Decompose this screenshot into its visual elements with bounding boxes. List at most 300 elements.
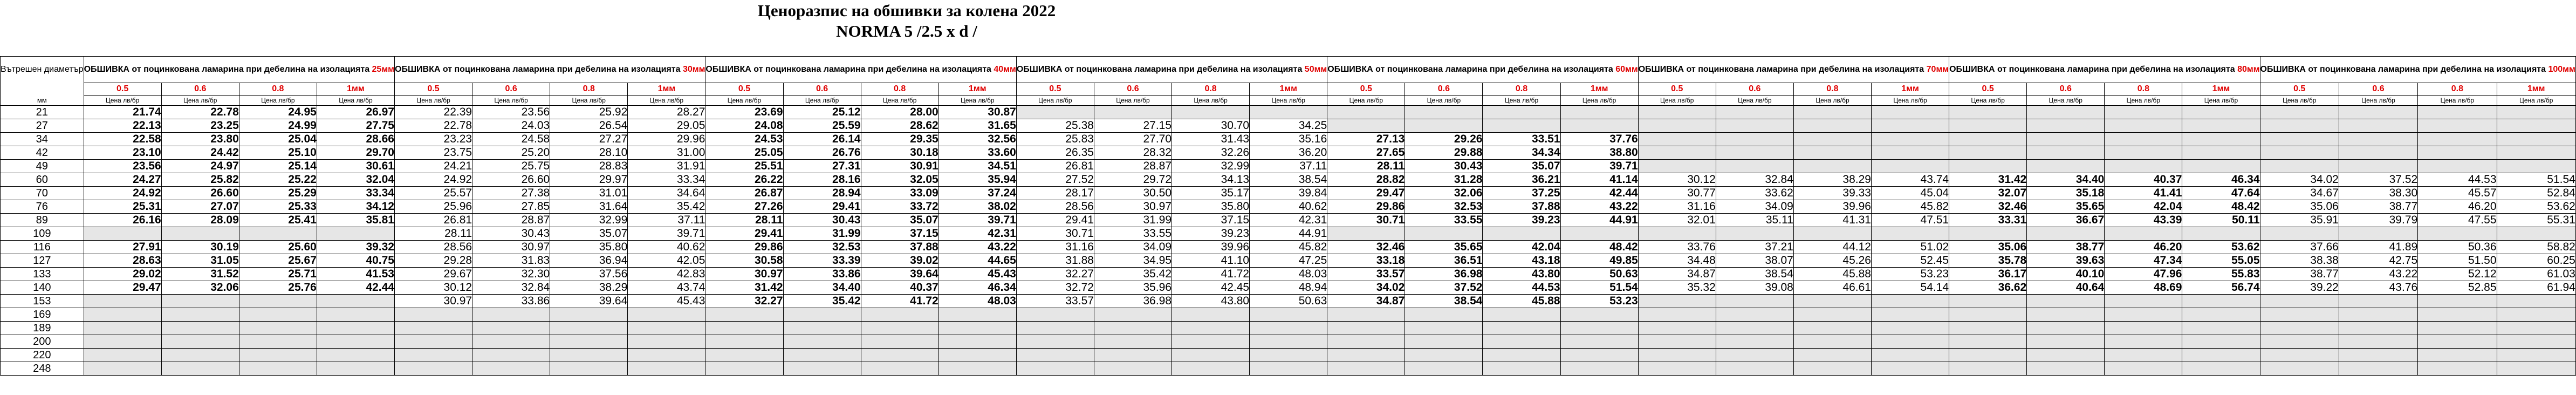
empty-cell [1638, 349, 1716, 362]
group-title: ОБШИВКА от поцинкована ламарина при дебелина на изолацията [1949, 65, 2238, 74]
price-cell: 33.34 [628, 173, 705, 187]
empty-cell [1871, 133, 1949, 146]
empty-cell [472, 308, 550, 322]
price-cell: 47.51 [1871, 214, 1949, 227]
empty-cell [2497, 362, 2575, 376]
price-cell: 28.66 [317, 133, 394, 146]
price-cell: 29.67 [395, 268, 472, 281]
empty-cell [1949, 308, 2027, 322]
price-cell: 32.06 [161, 281, 239, 295]
price-cell: 25.04 [239, 133, 317, 146]
price-unit-label: Цена лв/бр [1327, 96, 1405, 106]
sheet-thickness-label: 0.8 [1483, 83, 1560, 96]
price-cell: 38.54 [1250, 173, 1327, 187]
table-row [1, 268, 2576, 281]
price-cell: 38.77 [2260, 268, 2339, 281]
empty-cell [1793, 295, 1871, 308]
empty-cell [2182, 133, 2260, 146]
group-title: ОБШИВКА от поцинкована ламарина при дебелина на изолацията [1327, 65, 1616, 74]
price-cell: 43.80 [1172, 295, 1250, 308]
empty-cell [2418, 308, 2497, 322]
empty-cell [2418, 322, 2497, 335]
sheet-thickness-label: 0.8 [239, 83, 317, 96]
sheet-thickness-label: 0.6 [1094, 83, 1171, 96]
empty-cell [550, 335, 628, 349]
sheet-thickness-label: 1мм [2182, 83, 2260, 96]
empty-cell [1172, 362, 1250, 376]
price-cell: 31.91 [628, 160, 705, 173]
empty-cell [1638, 146, 1716, 160]
price-unit-label: Цена лв/бр [1172, 96, 1250, 106]
empty-cell [1871, 335, 1949, 349]
group-title: ОБШИВКА от поцинкована ламарина при дебелина на изолацията [395, 65, 683, 74]
price-cell: 53.23 [1871, 268, 1949, 281]
empty-cell [1949, 146, 2027, 160]
table-row [1, 119, 2576, 133]
price-cell: 26.16 [84, 214, 161, 227]
empty-cell [239, 227, 317, 241]
price-cell: 35.80 [1172, 200, 1250, 214]
price-cell: 38.02 [938, 200, 1016, 214]
price-cell: 25.82 [161, 173, 239, 187]
insulation-thickness: 60мм [1615, 65, 1638, 74]
price-cell: 39.84 [1250, 187, 1327, 200]
empty-cell [1871, 119, 1949, 133]
empty-cell [705, 335, 783, 349]
empty-cell [2027, 308, 2105, 322]
empty-cell [1483, 322, 1560, 335]
inner-diameter: 189 [1, 322, 84, 335]
price-cell: 27.38 [472, 187, 550, 200]
empty-cell [1949, 335, 2027, 349]
empty-cell [2105, 119, 2182, 133]
price-unit-label: Цена лв/бр [1871, 96, 1949, 106]
empty-cell [1250, 308, 1327, 322]
price-cell: 30.19 [161, 241, 239, 254]
price-cell: 25.31 [84, 200, 161, 214]
price-cell: 50.11 [2182, 214, 2260, 227]
empty-cell [239, 322, 317, 335]
price-cell: 43.76 [2339, 281, 2417, 295]
price-cell: 25.76 [239, 281, 317, 295]
price-cell: 35.42 [783, 295, 861, 308]
price-cell: 43.22 [938, 241, 1016, 254]
price-cell: 30.97 [705, 268, 783, 281]
sheet-thickness-label: 0.8 [550, 83, 628, 96]
price-unit-label: Цена лв/бр [2260, 96, 2339, 106]
empty-cell [1871, 322, 1949, 335]
empty-cell [2497, 106, 2575, 119]
sheet-thickness-label: 0.6 [783, 83, 861, 96]
price-cell: 29.96 [628, 133, 705, 146]
price-cell: 30.43 [472, 227, 550, 241]
empty-cell [861, 322, 938, 335]
price-cell: 39.64 [550, 295, 628, 308]
price-cell: 35.78 [1949, 254, 2027, 268]
price-cell: 30.12 [1638, 173, 1716, 187]
empty-cell [1793, 349, 1871, 362]
price-cell: 29.41 [705, 227, 783, 241]
price-cell: 33.51 [1483, 133, 1560, 146]
group-header-70мм [1638, 57, 1949, 83]
price-cell: 30.12 [395, 281, 472, 295]
empty-cell [1327, 335, 1405, 349]
price-cell: 35.42 [628, 200, 705, 214]
table-row [1, 173, 2576, 187]
price-cell: 32.99 [1172, 160, 1250, 173]
price-cell: 26.87 [705, 187, 783, 200]
price-cell: 29.28 [395, 254, 472, 268]
table-row [1, 335, 2576, 349]
group-header-30мм [395, 57, 705, 83]
price-cell: 33.34 [317, 187, 394, 200]
price-cell: 38.07 [1716, 254, 1793, 268]
price-unit-label: Цена лв/бр [861, 96, 938, 106]
price-cell: 32.46 [1327, 241, 1405, 254]
sheet-thickness-label: 0.5 [1016, 83, 1094, 96]
price-unit-label: Цена лв/бр [84, 96, 161, 106]
table-row [1, 200, 2576, 214]
price-cell: 37.52 [1405, 281, 1483, 295]
price-cell: 29.86 [705, 241, 783, 254]
sheet-thickness-label: 0.5 [705, 83, 783, 96]
table-row [1, 214, 2576, 227]
price-cell: 35.32 [1638, 281, 1716, 295]
empty-cell [2182, 362, 2260, 376]
empty-cell [1949, 295, 2027, 308]
empty-cell [1405, 308, 1483, 322]
empty-cell [2105, 322, 2182, 335]
price-cell: 27.13 [1327, 133, 1405, 146]
price-cell: 24.92 [395, 173, 472, 187]
price-cell: 41.41 [2105, 187, 2182, 200]
empty-cell [1638, 335, 1716, 349]
empty-cell [1405, 335, 1483, 349]
price-cell: 43.80 [1483, 268, 1560, 281]
empty-cell [1716, 106, 1793, 119]
price-cell: 37.76 [1560, 133, 1638, 146]
group-title: ОБШИВКА от поцинкована ламарина при дебелина на изолацията [1016, 65, 1305, 74]
price-cell: 34.67 [2260, 187, 2339, 200]
empty-cell [317, 322, 394, 335]
price-cell: 43.22 [1560, 200, 1638, 214]
price-cell: 30.71 [1327, 214, 1405, 227]
empty-cell [628, 322, 705, 335]
empty-cell [2418, 227, 2497, 241]
price-cell: 42.05 [628, 254, 705, 268]
price-cell: 55.05 [2182, 254, 2260, 268]
empty-cell [2260, 335, 2339, 349]
price-cell: 25.38 [1016, 119, 1094, 133]
empty-cell [550, 308, 628, 322]
price-cell: 23.69 [705, 106, 783, 119]
price-cell: 39.71 [628, 227, 705, 241]
price-cell: 25.14 [239, 160, 317, 173]
sheet-thickness-label: 0.6 [161, 83, 239, 96]
price-cell: 35.91 [2260, 214, 2339, 227]
price-cell: 30.97 [472, 241, 550, 254]
sheet-thickness-label: 1мм [1560, 83, 1638, 96]
empty-cell [2260, 227, 2339, 241]
empty-cell [1716, 308, 1793, 322]
empty-cell [84, 308, 161, 322]
empty-cell [1638, 295, 1716, 308]
empty-cell [2260, 349, 2339, 362]
empty-cell [1560, 106, 1638, 119]
empty-cell [628, 362, 705, 376]
empty-cell [1793, 106, 1871, 119]
empty-cell [2105, 227, 2182, 241]
price-cell: 42.31 [1250, 214, 1327, 227]
price-cell: 33.55 [1094, 227, 1171, 241]
price-cell: 61.03 [2497, 268, 2575, 281]
price-cell: 30.87 [938, 106, 1016, 119]
price-cell: 35.07 [550, 227, 628, 241]
empty-cell [2339, 106, 2417, 119]
price-cell: 44.91 [1560, 214, 1638, 227]
price-cell: 41.10 [1172, 254, 1250, 268]
price-cell: 24.27 [84, 173, 161, 187]
empty-cell [1327, 322, 1405, 335]
price-cell: 42.83 [628, 268, 705, 281]
price-cell: 46.34 [938, 281, 1016, 295]
price-unit-label: Цена лв/бр [783, 96, 861, 106]
price-cell: 32.46 [1949, 200, 2027, 214]
empty-cell [1793, 133, 1871, 146]
empty-cell [2418, 146, 2497, 160]
sheet-thickness-label: 0.5 [1638, 83, 1716, 96]
empty-cell [2260, 308, 2339, 322]
price-cell: 25.92 [550, 106, 628, 119]
empty-cell [705, 322, 783, 335]
price-unit-label: Цена лв/бр [395, 96, 472, 106]
price-cell: 37.24 [938, 187, 1016, 200]
price-cell: 55.31 [2497, 214, 2575, 227]
empty-cell [2182, 160, 2260, 173]
price-cell: 34.02 [2260, 173, 2339, 187]
empty-cell [1327, 349, 1405, 362]
insulation-thickness: 50мм [1304, 65, 1327, 74]
sheet-thickness-label: 0.5 [395, 83, 472, 96]
empty-cell [1716, 295, 1793, 308]
empty-cell [1638, 308, 1716, 322]
price-cell: 40.62 [1250, 200, 1327, 214]
price-cell: 31.99 [783, 227, 861, 241]
diameter-header-cont [1, 83, 84, 96]
price-cell: 45.43 [938, 268, 1016, 281]
price-cell: 24.95 [239, 106, 317, 119]
empty-cell [2105, 160, 2182, 173]
empty-cell [1016, 349, 1094, 362]
empty-cell [84, 295, 161, 308]
price-cell: 44.65 [938, 254, 1016, 268]
inner-diameter: 140 [1, 281, 84, 295]
price-cell: 47.25 [1250, 254, 1327, 268]
price-cell: 31.52 [161, 268, 239, 281]
price-cell: 32.26 [1172, 146, 1250, 160]
price-unit-label: Цена лв/бр [1483, 96, 1560, 106]
price-cell: 35.06 [1949, 241, 2027, 254]
price-cell: 47.55 [2418, 214, 2497, 227]
price-cell: 50.63 [1560, 268, 1638, 281]
empty-cell [2182, 227, 2260, 241]
sheet-thickness-label: 1мм [1871, 83, 1949, 96]
price-cell: 44.91 [1250, 227, 1327, 241]
sheet-thickness-label: 0.8 [861, 83, 938, 96]
empty-cell [1716, 133, 1793, 146]
price-cell: 32.07 [1949, 187, 2027, 200]
price-cell: 31.83 [472, 254, 550, 268]
group-header-100мм [2260, 57, 2575, 83]
sheet-thickness-label: 1мм [2497, 83, 2575, 96]
insulation-thickness: 30мм [682, 65, 705, 74]
empty-cell [2182, 295, 2260, 308]
empty-cell [1094, 106, 1171, 119]
price-cell: 36.62 [1949, 281, 2027, 295]
empty-cell [2418, 295, 2497, 308]
price-cell: 43.18 [1483, 254, 1560, 268]
inner-diameter: 248 [1, 362, 84, 376]
insulation-thickness: 70мм [1926, 65, 1949, 74]
inner-diameter: 60 [1, 173, 84, 187]
price-cell: 39.33 [1793, 187, 1871, 200]
empty-cell [1871, 106, 1949, 119]
price-unit-label: Цена лв/бр [1949, 96, 2027, 106]
price-unit-label: Цена лв/бр [2105, 96, 2182, 106]
price-cell: 46.61 [1793, 281, 1871, 295]
inner-diameter: 27 [1, 119, 84, 133]
price-cell: 33.76 [1638, 241, 1716, 254]
empty-cell [2497, 133, 2575, 146]
empty-cell [628, 335, 705, 349]
price-cell: 38.54 [1716, 268, 1793, 281]
empty-cell [161, 308, 239, 322]
price-cell: 40.10 [2027, 268, 2105, 281]
empty-cell [1793, 119, 1871, 133]
price-cell: 32.04 [317, 173, 394, 187]
price-cell: 39.63 [2027, 254, 2105, 268]
price-cell: 33.62 [1716, 187, 1793, 200]
empty-cell [938, 335, 1016, 349]
price-cell: 35.81 [317, 214, 394, 227]
price-cell: 23.56 [472, 106, 550, 119]
empty-cell [239, 295, 317, 308]
price-cell: 38.29 [550, 281, 628, 295]
empty-cell [1560, 322, 1638, 335]
price-cell: 26.97 [317, 106, 394, 119]
price-cell: 31.88 [1016, 254, 1094, 268]
price-cell: 27.85 [472, 200, 550, 214]
empty-cell [783, 362, 861, 376]
price-cell: 23.80 [161, 133, 239, 146]
sheet-thickness-label: 0.8 [2105, 83, 2182, 96]
price-cell: 39.08 [1716, 281, 1793, 295]
empty-cell [2027, 335, 2105, 349]
empty-cell [2497, 349, 2575, 362]
empty-cell [550, 349, 628, 362]
price-cell: 37.52 [2339, 173, 2417, 187]
sheet-thickness-label: 0.8 [2418, 83, 2497, 96]
price-unit-label: Цена лв/бр [317, 96, 394, 106]
empty-cell [2260, 146, 2339, 160]
price-cell: 36.21 [1483, 173, 1560, 187]
price-cell: 32.05 [861, 173, 938, 187]
empty-cell [239, 308, 317, 322]
empty-cell [2182, 146, 2260, 160]
price-cell: 35.65 [1405, 241, 1483, 254]
price-cell: 47.34 [2105, 254, 2182, 268]
price-cell: 52.12 [2418, 268, 2497, 281]
table-row [1, 106, 2576, 119]
price-unit-label: Цена лв/бр [938, 96, 1016, 106]
price-cell: 33.18 [1327, 254, 1405, 268]
price-cell: 23.75 [395, 146, 472, 160]
price-cell: 42.44 [317, 281, 394, 295]
price-cell: 46.20 [2418, 200, 2497, 214]
price-cell: 28.11 [395, 227, 472, 241]
empty-cell [1949, 227, 2027, 241]
empty-cell [938, 308, 1016, 322]
empty-cell [1172, 106, 1250, 119]
price-cell: 41.14 [1560, 173, 1638, 187]
price-cell: 27.27 [550, 133, 628, 146]
empty-cell [1172, 308, 1250, 322]
empty-cell [783, 308, 861, 322]
empty-cell [2182, 106, 2260, 119]
price-cell: 25.29 [239, 187, 317, 200]
empty-cell [84, 335, 161, 349]
empty-cell [1638, 160, 1716, 173]
empty-cell [2182, 322, 2260, 335]
price-cell: 37.15 [1172, 214, 1250, 227]
empty-cell [472, 335, 550, 349]
price-cell: 41.53 [317, 268, 394, 281]
price-cell: 34.95 [1094, 254, 1171, 268]
empty-cell [2497, 322, 2575, 335]
price-cell: 35.07 [1483, 160, 1560, 173]
empty-cell [1793, 362, 1871, 376]
price-cell: 42.44 [1560, 187, 1638, 200]
empty-cell [395, 335, 472, 349]
price-cell: 24.21 [395, 160, 472, 173]
empty-cell [1483, 335, 1560, 349]
price-cell: 27.75 [317, 119, 394, 133]
price-unit-label: Цена лв/бр [2182, 96, 2260, 106]
empty-cell [1949, 160, 2027, 173]
price-cell: 34.09 [1716, 200, 1793, 214]
empty-cell [2418, 119, 2497, 133]
sheet-thickness-label: 0.6 [1716, 83, 1793, 96]
empty-cell [1638, 133, 1716, 146]
price-cell: 24.53 [705, 133, 783, 146]
price-unit-label: Цена лв/бр [472, 96, 550, 106]
price-cell: 38.30 [2339, 187, 2417, 200]
empty-cell [1560, 119, 1638, 133]
empty-cell [2339, 362, 2417, 376]
empty-cell [395, 362, 472, 376]
empty-cell [2497, 295, 2575, 308]
price-cell: 53.23 [1560, 295, 1638, 308]
price-cell: 41.72 [861, 295, 938, 308]
price-cell: 48.69 [2105, 281, 2182, 295]
empty-cell [2339, 322, 2417, 335]
price-cell: 40.37 [2105, 173, 2182, 187]
insulation-thickness: 100мм [2548, 65, 2575, 74]
empty-cell [1638, 227, 1716, 241]
price-cell: 22.39 [395, 106, 472, 119]
price-cell: 30.97 [1094, 200, 1171, 214]
empty-cell [1016, 308, 1094, 322]
